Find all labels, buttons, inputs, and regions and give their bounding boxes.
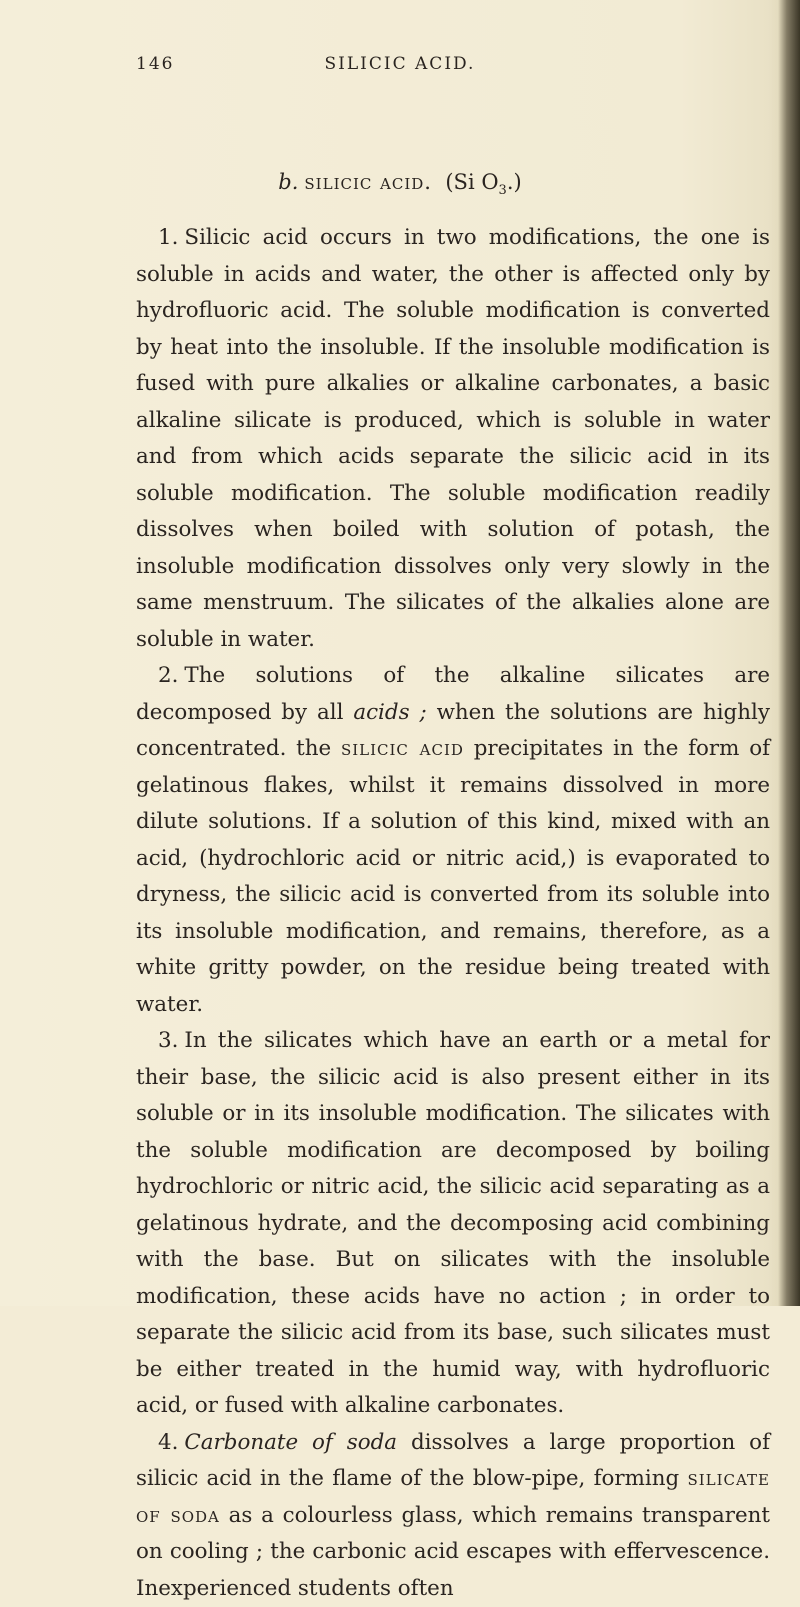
paragraph-1: 1. Silicic acid occurs in two modifications, the one is soluble in acids and water, the other is affected only by hydrofluoric acid. The soluble modification is converted by heat into the insoluble. If the insoluble modification is fused with pure alkalies or alkaline carbonates, a basic alkaline silicate is produced, which is soluble in water and from which acids separate the silicic acid in its soluble modification. The soluble modification readily dissolves when boiled with solution of potash, the insoluble modification dissolves only very slowly in the same menstruum. The silicates of the alkalies alone are soluble in water. xyxy=(136,220,770,658)
body-text xyxy=(136,220,770,1607)
section-letter: b. xyxy=(278,170,298,194)
section-heading xyxy=(0,170,800,198)
smallcaps-term: silicic acid xyxy=(341,736,464,761)
section-formula: (Si $O_3$.) xyxy=(445,170,521,194)
paragraph-3: 3. In the silicates which have an earth or a metal for their base, the silicic acid is also present either in its soluble or in its insoluble modification. The silicates with the soluble modification are decomposed by boiling hydrochloric or nitric acid, the silicic acid separating as a gelatinous hydrate, and the decomposing acid combining with the base. But on silicates with the insoluble modification, these acids have no action ; in order to separate the silicic acid from its base, such silicates must be either treated in the humid way, with hydrofluoric acid, or fused with alkaline carbonates. xyxy=(136,1023,770,1425)
paragraph-4: 4. Carbonate of soda dissolves a large proportion of silicic acid in the flame of the blow-pipe, forming silicate of soda as a colourless glass, which remains transparent on cooling ; the carbonic acid escapes with effervescence. Inexperienced students often xyxy=(136,1425,770,1607)
section-title: silicic acid. xyxy=(304,170,432,194)
paragraph-2: 2. The solutions of the alkaline silicates are decomposed by all acids ; when the solutions are highly concentrated. the silicic acid precipitates in the form of gelatinous flakes, whilst it remains dissolved in more dilute solutions. If a solution of this kind, mixed with an acid, (hydrochloric acid or nitric acid,) is evaporated to dryness, the silicic acid is converted from its soluble into its insoluble modification, and remains, therefore, as a white gritty powder, on the residue being treated with water. xyxy=(136,658,770,1023)
smallcaps-term: silicate of soda xyxy=(136,1466,770,1528)
page-number: 146 xyxy=(136,54,174,74)
italic-term: acids ; xyxy=(353,700,426,725)
running-title: SILICIC ACID. xyxy=(0,54,800,74)
running-header xyxy=(0,50,800,80)
italic-term: Carbonate of soda xyxy=(184,1430,397,1455)
